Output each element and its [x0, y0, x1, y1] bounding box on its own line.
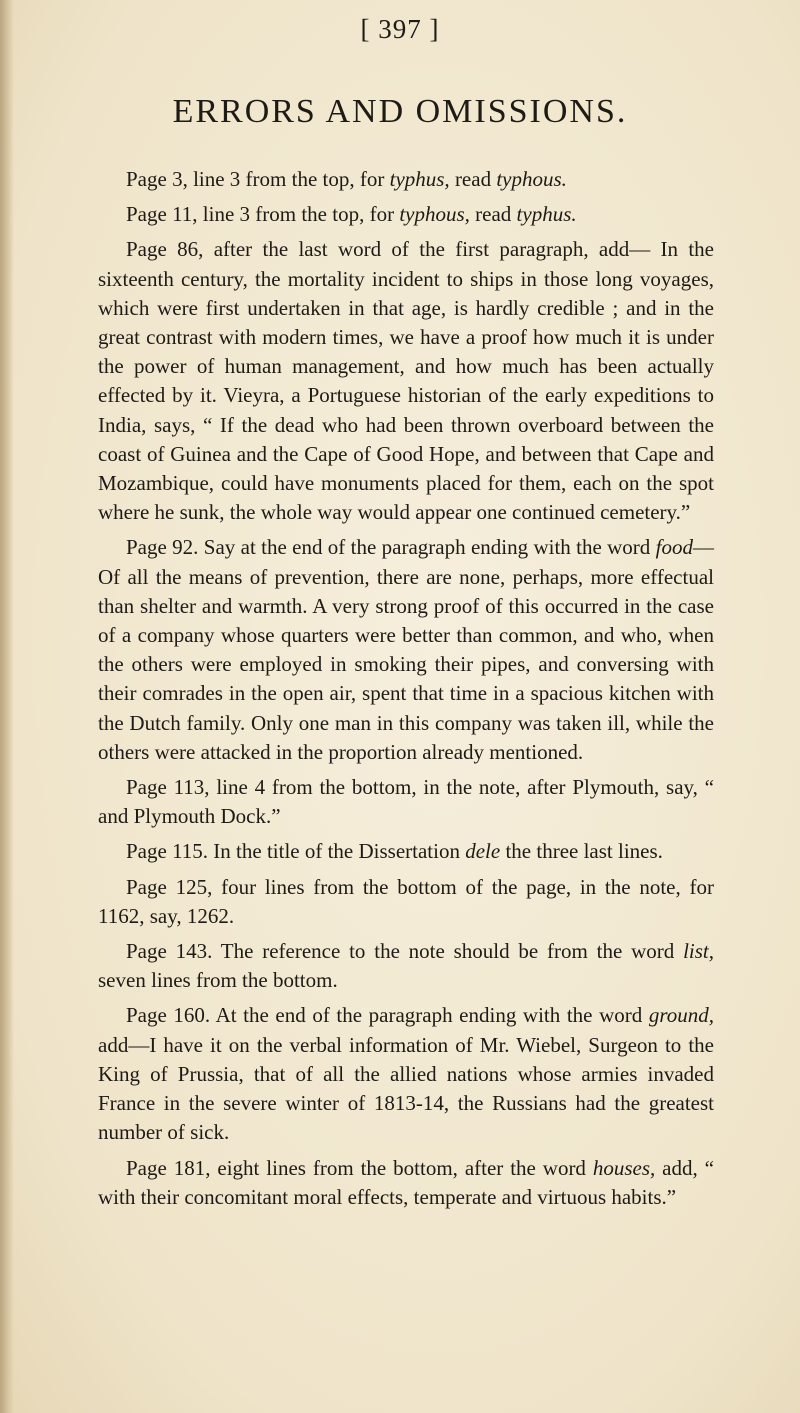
errata-list [98, 165, 714, 1218]
page-title: ERRORS AND OMISSIONS. [172, 93, 628, 130]
erratum-page-86: Page 86, after the last word of the first paragraph, add— In the sixteenth century, the mortality incident to ships in those long voyages, which were first undertaken in that age, is hardly credible ; and in the great contrast with modern times, we have a proof how much it is under the power of human management, and how much has been actually effected by it. Vieyra, a Portuguese historian of the early expeditions to India, says, “ If the dead who had been thrown overboard between the coast of Guinea and the Cape of Good Hope, and between that Cape and Mozambique, could have monuments placed for them, each on the spot where he sunk, the whole way would appear one continued cemetery.” [98, 237, 714, 525]
erratum-page-181: Page 181, eight lines from the bottom, after the word houses, add, “ with their concomitant moral effects, temperate and virtuous habits.” [98, 1155, 714, 1209]
page-number: [ 397 ] [360, 14, 440, 44]
erratum-page-11: Page 11, line 3 from the top, for typhous, read typhus. [126, 202, 577, 227]
erratum-page-125: Page 125, four lines from the bottom of the page, in the note, for 1162, say, 1262. [98, 874, 714, 928]
erratum-page-143: Page 143. The reference to the note should be from the word list, seven lines from the bottom. [98, 939, 714, 993]
erratum-page-160: Page 160. At the end of the paragraph ending with the word ground, add—I have it on the verbal information of Mr. Wiebel, Surgeon to the King of Prussia, that of all the allied nations whose armies invaded France in the severe winter of 1813-14, the Russians had the greatest number of sick. [98, 1003, 714, 1145]
erratum-page-113: Page 113, line 4 from the bottom, in the note, after Plymouth, say, “ and Plymouth Dock.” [98, 775, 714, 829]
erratum-page-115: Page 115. In the title of the Dissertation dele the three last lines. [126, 839, 663, 864]
page-spine-shadow [0, 0, 14, 1413]
erratum-page-92: Page 92. Say at the end of the paragraph ending with the word food—Of all the means of prevention, there are none, perhaps, more effectual than shelter and warmth. A very strong proof of this occurred in the case of a company whose quarters were better than common, and who, when the others were employed in smoking their pipes, and conversing with their comrades in the open air, spent that time in a spacious kitchen with the Dutch family. Only one man in this company was taken ill, while the others were attacked in the proportion already mentioned. [98, 535, 714, 764]
erratum-page-3: Page 3, line 3 from the top, for typhus, read typhous. [126, 167, 567, 191]
